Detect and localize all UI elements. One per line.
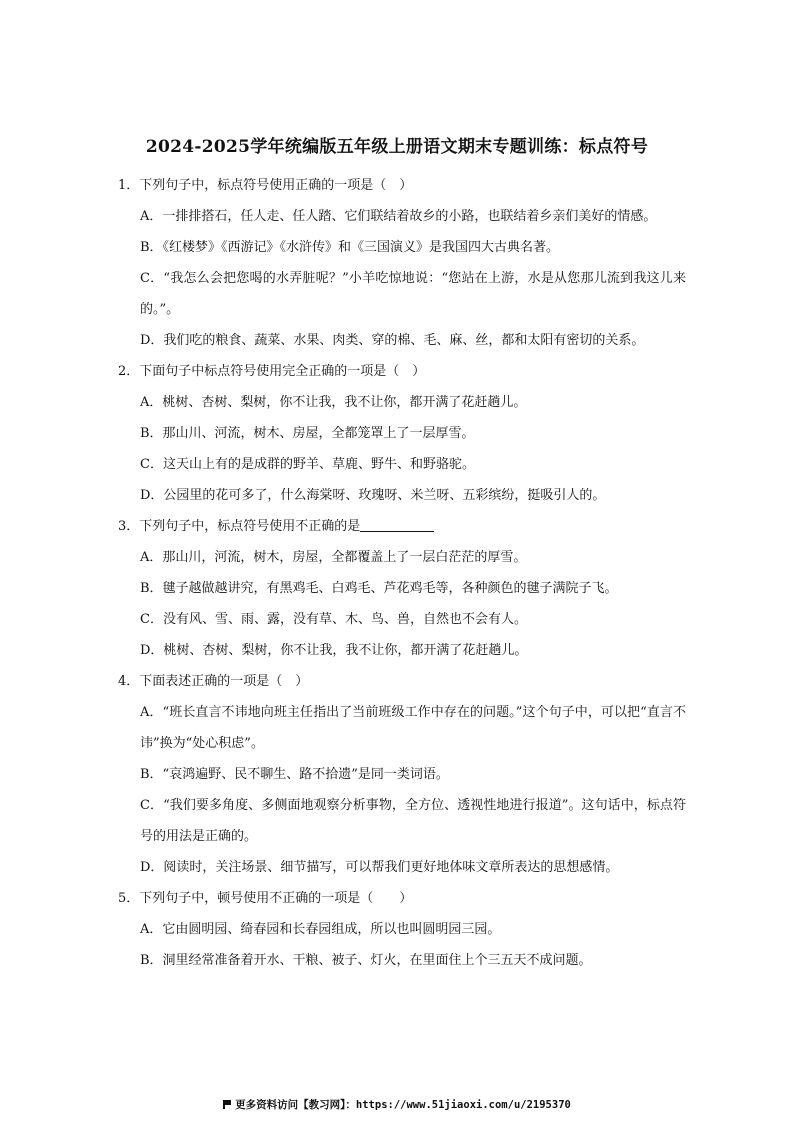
question-stem: 1．下列句子中，标点符号使用正确的一项是（ ） bbox=[118, 178, 413, 193]
option-b: B．《红楼梦》《西游记》《水浒传》和《三国演义》是我国四大古典名著。 bbox=[140, 240, 560, 255]
option-a: A．“班长直言不讳地向班主任指出了当前班级工作中存在的问题。”这个句子中，可以把“直言不讳”换为“处心积虑”。 bbox=[140, 705, 686, 751]
option-a: A．那山川，河流，树木，房屋，全都覆盖上了一层白茫茫的厚雪。 bbox=[140, 550, 527, 565]
question-stem: 4．下面表述正确的一项是（ ） bbox=[118, 674, 309, 689]
option-a: A．桃树、杏树、梨树，你不让我，我不让你，都开满了花赶趟儿。 bbox=[140, 395, 527, 410]
question-stem-text: 3．下列句子中，标点符号使用不正确的是 bbox=[118, 519, 361, 534]
question-5 bbox=[118, 883, 686, 976]
option-d: D．阅读时，关注场景、细节描写，可以帮我们更好地体味文章所表达的思想感情。 bbox=[140, 860, 619, 875]
option-d: D．我们吃的粮食、蔬菜、水果、肉类、穿的棉、毛、麻、丝，都和太阳有密切的关系。 bbox=[140, 333, 645, 348]
question-1 bbox=[118, 170, 686, 356]
option-a: A．它由圆明园、绮春园和长春园组成，所以也叫圆明园三园。 bbox=[140, 922, 501, 937]
question-2 bbox=[118, 356, 686, 511]
option-c: C．这天山上有的是成群的野羊、草鹿、野牛、和野骆驼。 bbox=[140, 457, 475, 472]
option-c: C．没有风、雪、雨、露，没有草、木、鸟、兽，自然也不会有人。 bbox=[140, 612, 527, 627]
option-c: C．“我们要多角度、多侧面地观察分析事物，全方位、透视性地进行报道”。这句话中，标点符号的用法是正确的。 bbox=[140, 798, 686, 844]
question-stem: 2．下面句子中标点符号使用完全正确的一项是（ ） bbox=[118, 364, 426, 379]
footer-link[interactable] bbox=[0, 1097, 794, 1112]
question-list bbox=[118, 170, 686, 976]
flag-icon bbox=[223, 1100, 231, 1109]
question-3 bbox=[118, 511, 686, 666]
page-title: 2024-2025学年统编版五年级上册语文期末专题训练：标点符号 bbox=[145, 137, 649, 157]
question-4 bbox=[118, 666, 686, 883]
footer-text: 更多资料访问【教习网】：https://www.51jiaoxi.com/u/2195370 bbox=[235, 1099, 571, 1111]
option-b: B．“哀鸿遍野、民不聊生、路不拾遗”是同一类词语。 bbox=[140, 767, 449, 782]
option-a: A．一排排搭石，任人走、任人踏、它们联结着故乡的小路，也联结着乡亲们美好的情感。 bbox=[140, 209, 657, 224]
option-b: B．那山川、河流，树木、房屋，全都笼罩上了一层厚雪。 bbox=[140, 426, 475, 441]
option-d: D．桃树、杏树、梨树，你不让我，我不让你，都开满了花赶趟儿。 bbox=[140, 643, 528, 658]
question-stem bbox=[118, 511, 686, 542]
option-c: C．“我怎么会把您喝的水弄脏呢？”小羊吃惊地说：“您站在上游，水是从您那儿流到我这儿来的。”。 bbox=[140, 271, 686, 317]
option-b: B．洞里经常准备着开水、干粮、被子、灯火，在里面住上个三五天不成问题。 bbox=[140, 953, 592, 968]
option-b: B．毽子越做越讲究，有黑鸡毛、白鸡毛、芦花鸡毛等，各种颜色的毽子满院子飞。 bbox=[140, 581, 618, 596]
question-stem: 5．下列句子中，顿号使用不正确的一项是（ ） bbox=[118, 891, 413, 906]
answer-blank bbox=[360, 516, 434, 532]
option-d: D．公园里的花可多了，什么海棠呀、玫瑰呀、米兰呀、五彩缤纷，挺吸引人的。 bbox=[140, 488, 606, 503]
